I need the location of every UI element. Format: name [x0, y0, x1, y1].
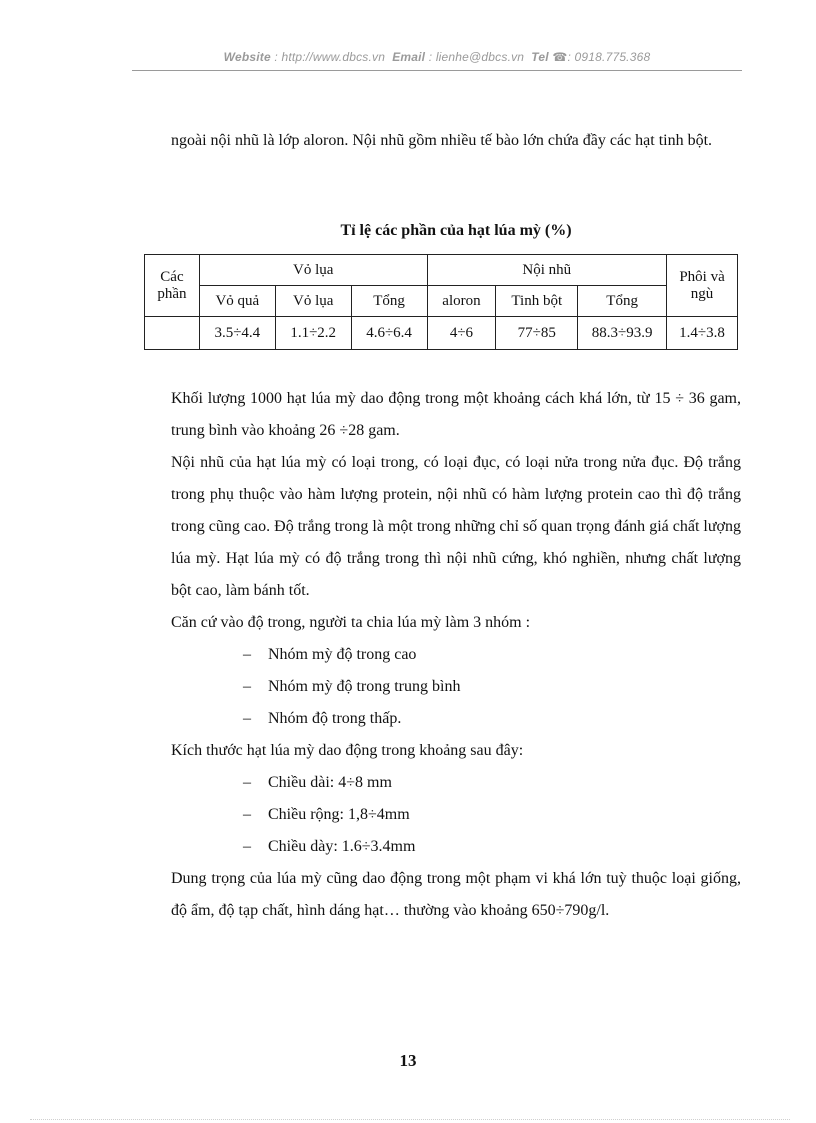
intro-paragraph: ngoài nội nhũ là lớp aloron. Nội nhũ gồm nhiều tế bào lớn chứa đầy các hạt tinh bột. — [171, 132, 713, 149]
bullet-dash: – — [243, 710, 251, 727]
body-text — [171, 383, 741, 927]
header-parts: Các phần — [145, 255, 200, 317]
table-cell: 4.6÷6.4 — [351, 317, 427, 350]
header-divider — [132, 70, 742, 71]
list-item — [171, 799, 741, 831]
list-item-text: Chiều rộng: 1,8÷4mm — [268, 806, 410, 823]
paragraph-groups-intro: Căn cứ vào độ trong, người ta chia lúa mỳ làm 3 nhóm : — [171, 614, 531, 631]
table-cell: 77÷85 — [496, 317, 578, 350]
list-item — [171, 703, 741, 735]
page-bottom-border — [30, 1119, 790, 1120]
table-cell — [145, 317, 200, 350]
subheader-cell: Tổng — [578, 286, 667, 317]
bullet-dash: – — [243, 806, 251, 823]
table-cell: 1.1÷2.2 — [275, 317, 351, 350]
paragraph-bulk-density: Dung trọng của lúa mỳ cũng dao động trong một phạm vi khá lớn tuỳ thuộc loại giống, độ ẩm, độ tạp chất, hình dáng hạt… thường vào khoảng 650÷790g/l. — [171, 870, 741, 919]
subheader-cell: Tổng — [351, 286, 427, 317]
tel-value: : 0918.775.368 — [567, 50, 651, 64]
website-label: Website — [223, 50, 271, 64]
tel-label: Tel — [531, 50, 549, 64]
table-cell: 1.4÷3.8 — [667, 317, 738, 350]
page-header — [132, 50, 742, 64]
bullet-dash: – — [243, 774, 251, 791]
list-item — [171, 671, 741, 703]
subheader-cell: aloron — [427, 286, 496, 317]
list-item — [171, 639, 741, 671]
email-label: Email — [392, 50, 426, 64]
paragraph-size-intro: Kích thước hạt lúa mỳ dao động trong khoảng sau đây: — [171, 742, 524, 759]
subheader-cell: Vỏ quả — [199, 286, 275, 317]
bullet-dash: – — [243, 678, 251, 695]
email-value: : lienhe@dbcs.vn — [428, 50, 525, 64]
page-number: 13 — [399, 1051, 417, 1070]
header-vo-lua-group: Vỏ lụa — [199, 255, 427, 286]
list-item — [171, 767, 741, 799]
paragraph-grain-weight: Khối lượng 1000 hạt lúa mỳ dao động trong một khoảng cách khá lớn, từ 15 ÷ 36 gam, trung bình vào khoảng 26 ÷28 gam. — [171, 390, 741, 439]
phone-icon: ☎ — [552, 50, 568, 64]
table-cell: 3.5÷4.4 — [199, 317, 275, 350]
list-item — [171, 831, 741, 863]
paragraph-endosperm: Nội nhũ của hạt lúa mỳ có loại trong, có loại đục, có loại nửa trong nửa đục. Độ trắng trong phụ thuộc vào hàm lượng protein, nội nhũ có hàm lượng protein cao thì độ trắng trong cũng cao. Độ trắng trong là một trong những chỉ số quan trọng đánh giá chất lượng lúa mỳ. Hạt lúa mỳ có độ trắng trong thì nội nhũ cứng, khó nghiền, nhưng chất lượng bột cao, làm bánh tốt. — [171, 454, 741, 599]
list-item-text: Nhóm độ trong thấp. — [268, 710, 402, 727]
list-item-text: Nhóm mỳ độ trong trung bình — [268, 678, 461, 695]
subheader-cell: Tinh bột — [496, 286, 578, 317]
list-item-text: Chiều dày: 1.6÷3.4mm — [268, 838, 416, 855]
list-item-text: Chiều dài: 4÷8 mm — [268, 774, 392, 791]
list-item-text: Nhóm mỳ độ trong cao — [268, 646, 417, 663]
grain-parts-table — [144, 254, 738, 350]
table-row — [145, 317, 738, 350]
header-noi-nhu-group: Nội nhũ — [427, 255, 667, 286]
bullet-dash: – — [243, 838, 251, 855]
table-cell: 4÷6 — [427, 317, 496, 350]
header-phoi: Phôi và ngù — [667, 255, 738, 317]
website-value: : http://www.dbcs.vn — [274, 50, 386, 64]
table-cell: 88.3÷93.9 — [578, 317, 667, 350]
table-caption: Tỉ lệ các phần của hạt lúa mỳ (%) — [340, 222, 572, 239]
bullet-dash: – — [243, 646, 251, 663]
subheader-cell: Vỏ lụa — [275, 286, 351, 317]
